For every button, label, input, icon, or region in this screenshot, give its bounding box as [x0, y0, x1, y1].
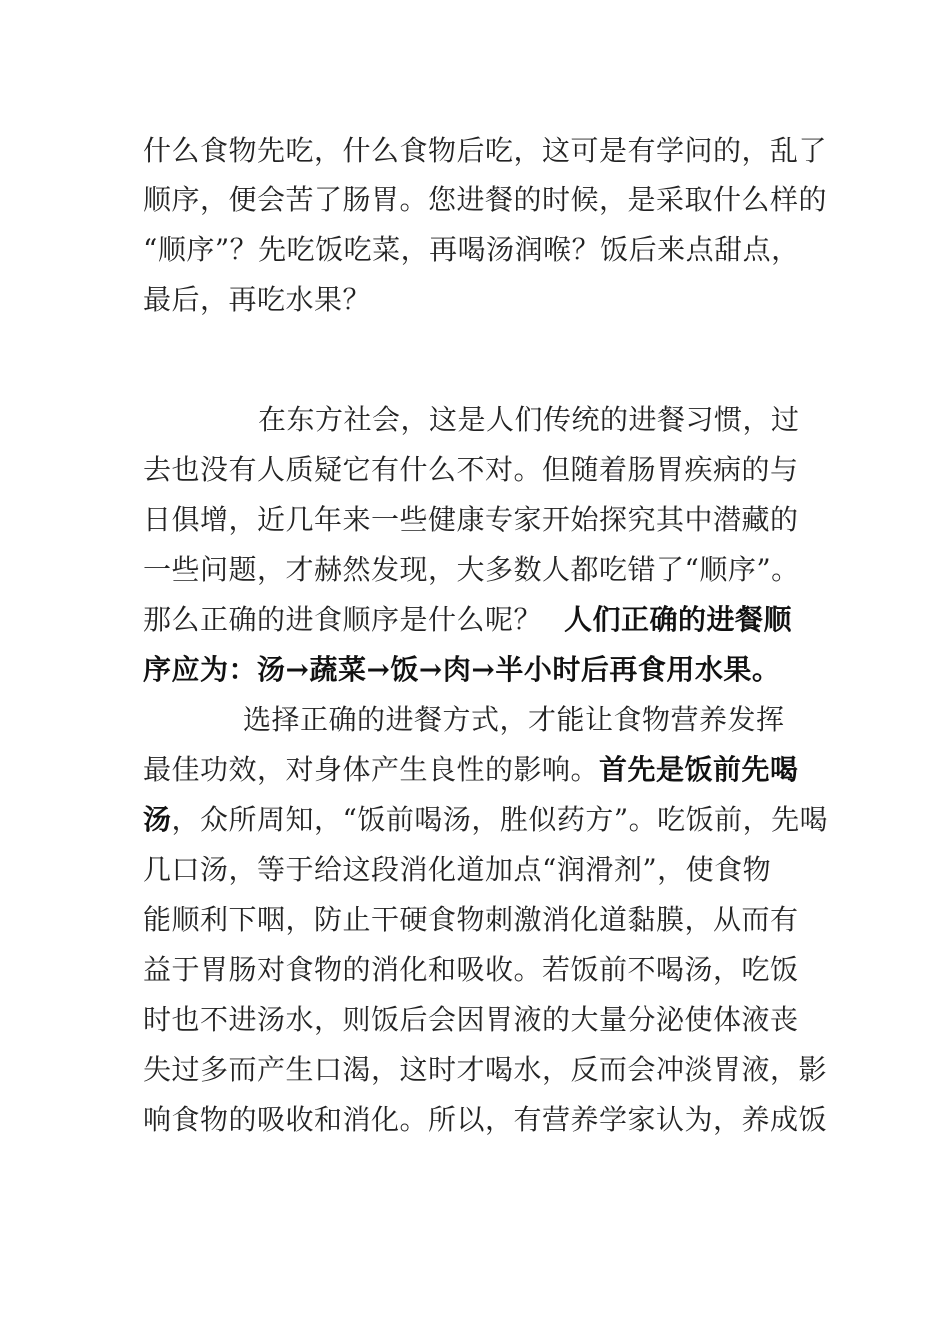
paragraph-3-line-7: 时也不进汤水，则饭后会因胃液的大量分泌使体液丧 [143, 1003, 799, 1036]
paragraph-3-line-8: 失过多而产生口渴，这时才喝水，反而会冲淡胃液，影 [143, 1053, 828, 1086]
paragraph-1-line-2: 顺序，便会苦了肠胃。您进餐的时候，是采取什么样的 [143, 183, 828, 216]
paragraph-3-line-3-bold: 汤 [143, 803, 172, 836]
paragraph-1-line-1: 什么食物先吃，什么食物后吃，这可是有学问的，乱了 [143, 134, 828, 167]
paragraph-2-line-5 [143, 600, 792, 640]
paragraph-1-line-3: “顺序”？先吃饭吃菜，再喝汤润喉？饭后来点甜点， [143, 233, 800, 266]
paragraph-2-line-1: 在东方社会，这是人们传统的进餐习惯，过 [258, 403, 800, 436]
paragraph-3-line-6: 益于胃肠对食物的消化和吸收。若饭前不喝汤，吃饭 [143, 953, 799, 986]
paragraph-3-line-2-plain: 最佳功效，对身体产生良性的影响。 [143, 753, 600, 786]
paragraph-2-line-3: 日俱增，近几年来一些健康专家开始探究其中潜藏的 [143, 503, 799, 536]
paragraph-3-line-9: 响食物的吸收和消化。所以，有营养学家认为，养成饭 [143, 1103, 828, 1136]
paragraph-3-line-1: 选择正确的进餐方式，才能让食物营养发挥 [243, 703, 785, 736]
paragraph-3-line-5: 能顺利下咽，防止干硬食物刺激消化道黏膜，从而有 [143, 903, 799, 936]
paragraph-3-line-2 [143, 750, 799, 790]
paragraph-3-line-3-plain: ，众所周知，“饭前喝汤，胜似药方”。吃饭前，先喝 [171, 803, 829, 836]
paragraph-2-line-4: 一些问题，才赫然发现，大多数人都吃错了“顺序”。 [143, 553, 800, 586]
paragraph-1-line-4: 最后，再吃水果？ [143, 283, 372, 316]
paragraph-2-line-2: 去也没有人质疑它有什么不对。但随着肠胃疾病的与 [143, 453, 799, 486]
paragraph-2-bold-tail: 人们正确的进餐顺 [564, 603, 793, 636]
paragraph-3-line-2-bold: 首先是饭前先喝 [599, 753, 799, 786]
paragraph-2-question: 那么正确的进食顺序是什么呢？ [143, 603, 543, 636]
paragraph-3-line-4: 几口汤，等于给这段消化道加点“润滑剂”，使食物 [143, 853, 772, 886]
paragraph-3-line-3 [143, 800, 828, 840]
paragraph-2-bold-line: 序应为：汤→蔬菜→饭→肉→半小时后再食用水果。 [143, 653, 781, 686]
